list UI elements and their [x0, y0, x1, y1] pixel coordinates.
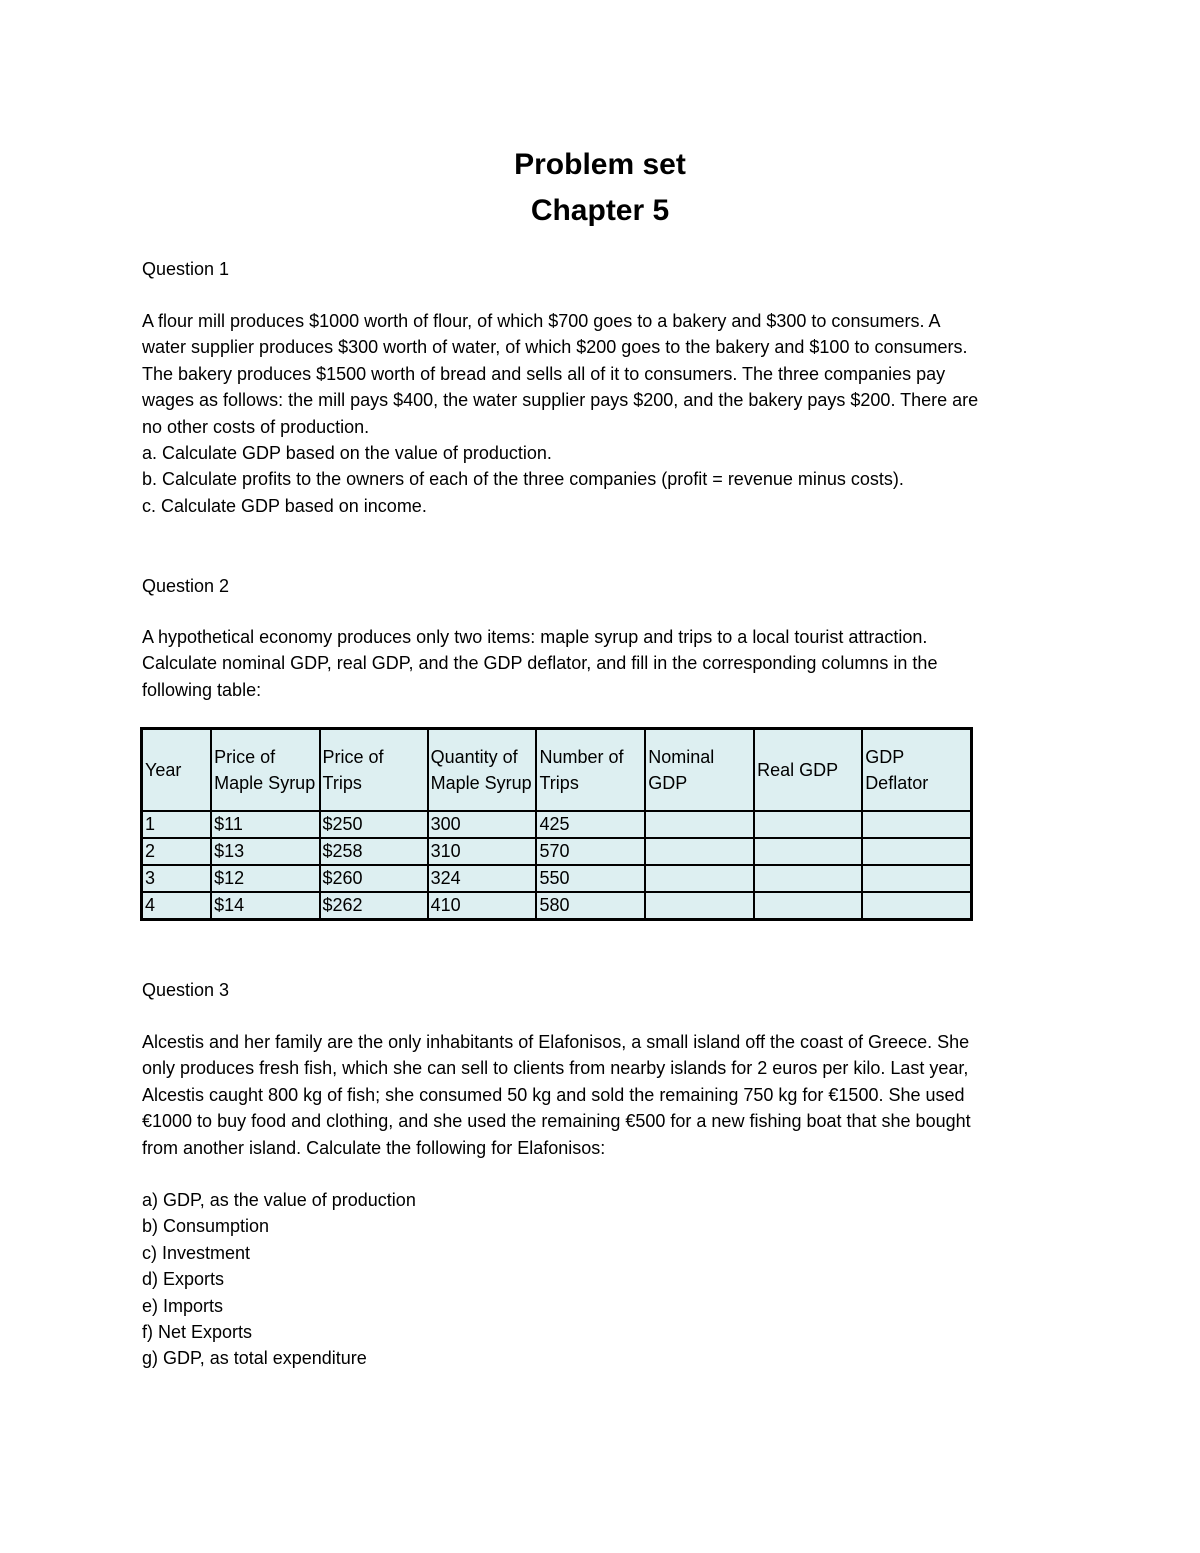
cell-nominal-gdp[interactable] — [645, 838, 754, 865]
cell-real-gdp[interactable] — [754, 892, 862, 920]
cell-year: 2 — [142, 838, 212, 865]
page-subtitle: Chapter 5 — [530, 194, 670, 227]
cell-nominal-gdp[interactable] — [645, 865, 754, 892]
table-header-row — [142, 729, 972, 812]
cell-real-gdp[interactable] — [754, 811, 862, 838]
cell-quantity-maple-syrup: 310 — [428, 838, 537, 865]
q3-item-f: f) Net Exports — [142, 1322, 253, 1343]
q1-line: no other costs of production. — [142, 416, 370, 437]
table-row — [142, 892, 972, 920]
cell-quantity-maple-syrup: 410 — [428, 892, 537, 920]
cell-gdp-deflator[interactable] — [862, 811, 971, 838]
cell-quantity-maple-syrup: 324 — [428, 865, 537, 892]
q2-line: A hypothetical economy produces only two items: maple syrup and trips to a local tourist attraction. — [142, 627, 928, 647]
question-3-body — [142, 1029, 1062, 1161]
cell-year: 1 — [142, 811, 212, 838]
q1-line: A flour mill produces $1000 worth of flour, of which $700 goes to a bakery and $300 to consumers. A — [142, 311, 941, 331]
cell-number-trips: 570 — [536, 838, 645, 865]
q3-line: €1000 to buy food and clothing, and she used the remaining €500 for a new fishing boat that she bought — [142, 1111, 971, 1132]
cell-gdp-deflator[interactable] — [862, 838, 971, 865]
question-1-body — [142, 308, 1062, 519]
cell-price-maple-syrup: $12 — [211, 865, 319, 892]
gdp-table — [140, 727, 973, 921]
cell-quantity-maple-syrup: 300 — [428, 811, 537, 838]
q3-item-b: b) Consumption — [142, 1216, 270, 1237]
q3-line: from another island. Calculate the following for Elafonisos: — [142, 1137, 606, 1158]
cell-number-trips: 550 — [536, 865, 645, 892]
q3-item-c: c) Investment — [142, 1242, 251, 1263]
cell-number-trips: 425 — [536, 811, 645, 838]
question-3-heading: Question 3 — [142, 980, 230, 1000]
q2-line: following table: — [142, 679, 262, 700]
header-number-trips: Number of Trips — [536, 729, 645, 812]
cell-real-gdp[interactable] — [754, 838, 862, 865]
cell-nominal-gdp[interactable] — [645, 892, 754, 920]
question-2-body — [142, 624, 1062, 703]
cell-price-trips: $260 — [320, 865, 428, 892]
q1-line: water supplier produces $300 worth of water, of which $200 goes to the bakery and $100 to consumers. — [142, 337, 968, 358]
q3-line: Alcestis caught 800 kg of fish; she consumed 50 kg and sold the remaining 750 kg for €1500. She used — [142, 1084, 965, 1105]
question-3-items — [142, 1187, 1062, 1372]
q1-line: The bakery produces $1500 worth of bread and sells all of it to consumers. The three companies pay — [142, 363, 946, 384]
header-price-maple-syrup: Price of Maple Syrup — [211, 729, 319, 812]
q1-part-a: a. Calculate GDP based on the value of production. — [142, 443, 552, 464]
page-title: Problem set — [514, 148, 686, 181]
table-row — [142, 838, 972, 865]
question-1-heading: Question 1 — [142, 259, 230, 279]
header-nominal-gdp: Nominal GDP — [645, 729, 754, 812]
cell-price-maple-syrup: $13 — [211, 838, 319, 865]
q3-line: only produces fresh fish, which she can sell to clients from nearby islands for 2 euros per kilo. Last year, — [142, 1058, 969, 1079]
cell-number-trips: 580 — [536, 892, 645, 920]
cell-price-trips: $262 — [320, 892, 428, 920]
q3-item-e: e) Imports — [142, 1295, 224, 1316]
cell-nominal-gdp[interactable] — [645, 811, 754, 838]
q1-part-b: b. Calculate profits to the owners of each of the three companies (profit = revenue minus costs). — [142, 469, 904, 490]
cell-price-maple-syrup: $14 — [211, 892, 319, 920]
table-row — [142, 865, 972, 892]
cell-price-maple-syrup: $11 — [211, 811, 319, 838]
q3-line: Alcestis and her family are the only inhabitants of Elafonisos, a small island off the coast of Greece. She — [142, 1032, 970, 1052]
q3-item-d: d) Exports — [142, 1269, 225, 1290]
q1-part-c: c. Calculate GDP based on income. — [142, 495, 427, 516]
header-quantity-maple-syrup: Quantity of Maple Syrup — [428, 729, 537, 812]
q2-line: Calculate nominal GDP, real GDP, and the GDP deflator, and fill in the corresponding columns in the — [142, 653, 938, 674]
cell-gdp-deflator[interactable] — [862, 865, 971, 892]
header-year: Year — [142, 729, 212, 812]
header-real-gdp: Real GDP — [754, 729, 862, 812]
cell-price-trips: $250 — [320, 811, 428, 838]
header-gdp-deflator: GDP Deflator — [862, 729, 971, 812]
header-price-trips: Price of Trips — [320, 729, 428, 812]
cell-real-gdp[interactable] — [754, 865, 862, 892]
q3-item-a: a) GDP, as the value of production — [142, 1190, 416, 1210]
cell-gdp-deflator[interactable] — [862, 892, 971, 920]
cell-price-trips: $258 — [320, 838, 428, 865]
question-2-heading: Question 2 — [142, 576, 230, 596]
cell-year: 4 — [142, 892, 212, 920]
q3-item-g: g) GDP, as total expenditure — [142, 1348, 367, 1369]
cell-year: 3 — [142, 865, 212, 892]
q1-line: wages as follows: the mill pays $400, the water supplier pays $200, and the bakery pays $200. There are — [142, 390, 979, 411]
table-row — [142, 811, 972, 838]
